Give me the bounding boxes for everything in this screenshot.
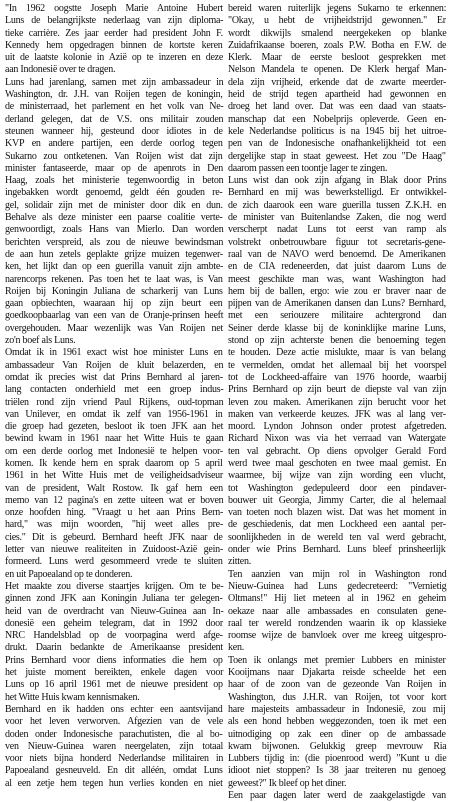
text-line: voor niets bijna honderd Nederlandse militairen in <box>5 753 224 765</box>
text-line: lang contacten onderhield met een groep indus- <box>5 384 224 396</box>
right-text-column <box>228 3 447 801</box>
text-line: Bernhard en ik hadden ons echter een aantsvijand <box>5 703 223 715</box>
text-line: werd twee maal geschoten en twee maal gemist. En <box>228 457 447 469</box>
text-line: 1961 in het Witte Huis met de veiligheidsadviseur <box>5 470 223 482</box>
text-line: te vermelden, omdat het allemaal bij het voorspel <box>228 359 447 371</box>
text-line: Washington, dus J.H.R. van Roijen, tot voor kort <box>228 691 447 703</box>
text-line: meest geschikte man was, want Washington had <box>228 273 446 285</box>
text-line: Prins Bernhard op zijn beurt de diepste val van zijn <box>228 384 447 396</box>
text-line: zo'n boef als Luns. <box>5 335 76 347</box>
text-line: memo van 12 pagina's en zette uiteen wat er boven <box>5 494 224 506</box>
text-line: gaan opbiechten, waaraan hij op zijn beurt een <box>5 298 223 310</box>
text-line: Bernhard en mij was bewerkstelligd. Er ontwikkel- <box>228 187 447 199</box>
text-line: donesië een geheim telegram, dat in 1992 door <box>5 617 223 629</box>
text-line: Kennedy hem opgedragen binnen de kortste keren <box>5 39 223 51</box>
text-line: Nieuw-Guinea had Luns gedecreteerd: "Vernietig <box>228 580 447 592</box>
text-line: van toeten noch blazen wist. Dat was het moment in <box>228 507 447 519</box>
text-line: genwoordigt, zoals Hans van Mierlo. Dan worden <box>5 224 224 236</box>
text-line: te houden. Deze actie mislukte, maar is van belang <box>228 347 446 359</box>
text-line: Behalve als deze minister een paarse coalitie verte- <box>5 212 223 224</box>
text-line: goedkoopbaarlag van een van de Oranje-prinsen heeft <box>5 310 224 322</box>
text-line: aan Indonesië over te dragen. <box>5 64 116 76</box>
text-line: Klerk. Maar de eerste besloot gesprekken met <box>228 52 446 64</box>
text-line: uitnodiging op zak een diner op de ambassade <box>228 728 446 740</box>
text-line: ambassadeur Van Roijen de kluit belazerden, en <box>5 359 224 371</box>
text-line: "In 1962 oogstte Joseph Marie Antoine Hubert <box>5 3 223 14</box>
text-line: dela zijn vrijheid, erkende dat de zwarte meerder- <box>228 76 447 88</box>
text-line: hem bij de ballen, ergo: wie zou er braver naar de <box>228 285 446 297</box>
text-line: bereid waren ruiterlijk jegens Sukarno te erkennen: <box>228 3 447 14</box>
text-line: verscherpt nadat Luns tot eerst van ramp als <box>228 224 447 236</box>
text-line: het juiste moment bereikten, enkele dagen voor <box>5 667 224 679</box>
text-line: Toen ik onlangs met premier Lubbers en minister <box>228 654 446 666</box>
text-line: idioot niet stoppen? Is 38 jaar treiteren nu genoeg <box>228 765 446 777</box>
text-line: triëlen rond zijn vriend Paul Rijkens, oud-topman <box>5 396 224 408</box>
text-line: letter van nieuwe realiteiten in Zuidoost-Azië gein- <box>5 544 223 556</box>
text-line: de aan hun zetels geplakte grijze muizen tegenwer- <box>5 248 223 260</box>
text-line: oekaze naar alle ambassades en consulaten gene- <box>228 605 447 617</box>
text-line: Kooijmans naar Djakarta reisde scheelde het een <box>228 667 447 679</box>
text-line: ken. <box>228 642 244 654</box>
text-line: Richard Nixon was via het verraad van Watergate <box>228 433 446 445</box>
text-line: Roijen bij Koningin Juliana de scharkerij van Luns <box>5 285 223 297</box>
text-line: Washington, dr. J.H. van Roijen tegen de koningin, <box>5 89 223 101</box>
text-line: volstrekt onbetrouwbare figuur tot secretaris-gene- <box>228 236 446 248</box>
text-line: van Unilever, en omdat ik zelf van 1956-1961 in <box>5 408 223 420</box>
text-line: Luns wist dan ook zijn afgang in Blak door Prins <box>228 175 447 187</box>
text-line: pen van de Indonesische onafhankelijkheid tot een <box>228 138 446 150</box>
text-line: voor het leven verworven. Afgezien van de vele <box>5 716 224 728</box>
text-line: steunen wanneer hij, gesteund door idiotes in de <box>5 125 223 137</box>
text-line: kwam bijwonen. Gelukkig greep mevrouw Ria <box>228 740 447 752</box>
text-line: Oltmans!" Hij liet meteen al in 1962 en geheim <box>228 593 447 605</box>
text-line: Sukarno zou ontketenen. Van Roijen wist dat zijn <box>5 150 223 162</box>
text-line: Omdat ik in 1961 exact wist hoe minister Luns en <box>5 347 223 359</box>
text-line: onder wie Prins Bernhard. Luns bleef prinsheerlijk <box>228 544 446 556</box>
text-line: met een seriouzere militaire achtergrond dan <box>228 310 447 322</box>
text-line: raal van de NAVO werd benoemd. De Amerikanen <box>228 248 446 260</box>
text-line: bouwer uit Georgia, Jimmy Carter, die al helemaal <box>228 494 447 506</box>
text-line: heid de strijd tegen apartheid had gewonnen en <box>228 89 447 101</box>
text-line: waarmee, bij wijze van zijn wording een vlucht, <box>228 470 446 482</box>
left-text-column <box>5 3 224 789</box>
text-line: zitten. <box>228 556 251 568</box>
text-line: Haag, zoals het ministerie tegenwoordig in beton <box>5 175 224 187</box>
text-line: het Witte Huis kwam kennismaken. <box>5 691 140 703</box>
text-line: kele Nederlandse politicus is na 1945 bij het uitroe- <box>228 125 447 137</box>
text-line: raal ter wereld rondzenden waarin ik op klassieke <box>228 617 447 629</box>
text-line: haar of de zoon van de gezeonde Van Roijen in <box>228 679 447 691</box>
text-line: Het maakte zou diverse staartjes krijgen. Om te be- <box>5 580 224 592</box>
text-line: daarom passen een toontje lager te zingen. <box>228 162 388 174</box>
text-line: Seiner derde klasse bij de koninklijke marine Luns, <box>228 322 446 334</box>
text-line: komen. Ik kende hem en sprak daarom op 5 april <box>5 457 223 469</box>
text-line: ten val gebracht. Op diens opvolger Gerald Ford <box>228 445 447 457</box>
text-line: "Okay, u hebt de vrijheidstrijd gewonnen." Er <box>228 15 446 27</box>
text-line: ginnen zond JFK aan Koningin Juliana ter gelegen- <box>5 593 223 605</box>
text-line: Luns had jarenlang, samen met zijn ambassadeur in <box>5 76 224 88</box>
text-line: leven zou maken. Amerikanen zijn berucht voor het <box>228 396 446 408</box>
text-line: als een hond hebben weggezonden, toen ik met een <box>228 716 447 728</box>
text-line: minister fantaseerde, maar op de apenrots in Den <box>5 162 224 174</box>
text-line: en uit Papoealand op te donderen. <box>5 568 133 580</box>
text-line: doden onder Indonesische parachutisten, die al bo- <box>5 728 223 740</box>
text-line: NRC Handelsblad op de voorpagina werd afge- <box>5 630 223 642</box>
text-line: derland gelegen, dat de V.S. ons militair zouden <box>5 113 224 125</box>
text-line: Luns de belangrijkste nederlaag van zijn diploma- <box>5 15 224 27</box>
text-line: pijpen van de Amerikanen dansen dan Luns? Bernhard, <box>228 298 446 310</box>
text-line: Een paar dagen later werd de zaakgelastigde van <box>228 790 446 801</box>
text-line: narencorps rekenen. Pas toen het te laat was, is Van <box>5 273 223 285</box>
text-line: Nelson Mandela te openen. De Klerk hergaf Man- <box>228 64 447 76</box>
text-line: Zuidafrikaanse boeren, zoals P.W. Botha en F.W. de <box>228 39 447 51</box>
text-line: de geschiedenis, dat men Lockheed een aantal per- <box>228 519 446 531</box>
text-line: Prins Bernhard voor diens informaties die hem op <box>5 654 223 666</box>
text-line: tieke carrière. Zes jaar eerder had president John F. <box>5 27 223 39</box>
text-line: de ministerraad, het parlement en het volk van Ne- <box>5 101 224 113</box>
text-line: berichten verspreid, als zou de nieuwe bewindsman <box>5 236 224 248</box>
text-line: heid van de overdracht van Nieuw-Guinea aan In- <box>5 605 224 617</box>
text-line: de minister van Buitenlandse Zaken, die nog werd <box>228 212 447 224</box>
text-line: bewind kwam in 1961 naar het Witte Huis te gaan <box>5 433 224 445</box>
text-line: gel, solidair zijn met de minister door dik en dun. <box>5 199 223 211</box>
text-line: moord. Lyndon Johnson onder protest afgetreden. <box>228 421 447 433</box>
text-line: stond op zijn achterste benen die benoeming tegen <box>228 335 446 347</box>
text-line: omdat ik precies wist dat Prins Bernhard al jaren- <box>5 371 223 383</box>
text-line: Luns op 16 april 1961 met de nieuwe president op <box>5 679 223 691</box>
text-line: geweest?" Ik bleef op het diner. <box>228 777 347 789</box>
text-line: KVP en andere partijen, een derde oorlog tegen <box>5 138 223 150</box>
text-line: al een zetje hem tegen hun verlies konden en niet <box>5 777 223 789</box>
text-line: tot Washington gedepuleerd door een pindaver- <box>228 482 447 494</box>
text-line: manschap dat een Nobelprijs opleverde. Geen en- <box>228 113 447 125</box>
text-line: hard," was mijn woorden, "hij weet alles pre- <box>5 519 223 531</box>
text-line: de zich daarook een ware guerilla tussen Z.K.H. en <box>228 199 447 211</box>
text-line: droeg het land over. Dat was een daad van staats- <box>228 101 446 113</box>
text-line: roomse wijze de banvloek over me kreeg uitgespro- <box>228 630 447 642</box>
text-line: formeerd. Luns werd gesommeerd vrede te sluiten <box>5 556 223 568</box>
text-line: cies." Dit is gebeurd. Bernhard heeft JFK naar de <box>5 531 223 543</box>
text-line: dergelijke stap in staat geweest. Het zou "De Haag" <box>228 150 446 162</box>
text-line: uit de laatste kolonie in Azië op te inzeren en deze <box>5 52 224 64</box>
text-line: ven Nieuw-Guinea waren neergelaten, zijn totaal <box>5 740 224 752</box>
text-line: tot de Lockheed-affaire van 1976 hoorde, waarbij <box>228 371 447 383</box>
text-line: Papoealand gesneuveld. En dit alléén, omdat Luns <box>5 765 223 777</box>
text-line: en de CIA redeneerden, dat juist daarom Luns de <box>228 261 447 273</box>
text-line: soonlijkheden in de wereld ten val werd gebracht, <box>228 531 447 543</box>
text-line: Ten aanzien van mijn rol in Washington rond <box>228 568 447 580</box>
text-line: ingebakken wordt genoemd, geldt één gouden re- <box>5 187 223 199</box>
text-line: maken van verkeerde keuzes. JFK was al lang ver- <box>228 408 446 420</box>
text-line: die groep had gezeten, besloot ik toen JFK aan het <box>5 421 224 433</box>
text-line: hare majesteits ambassadeur in Indonesië, zou mij <box>228 703 446 715</box>
text-line: Lubbers tijdig in: (die pioenrood werd) "Kunt u die <box>228 753 447 765</box>
text-line: van de president, Walt Rostow. Ik gaf hem een <box>5 482 223 494</box>
text-line: wordt dikwijls smalend neergekeken op blanke <box>228 27 447 39</box>
text-line: ken, het lijkt dan op een guerilla vanuit zijn ambte- <box>5 261 224 273</box>
text-line: onze hoofden hing. "Vraagt u het aan Prins Bern- <box>5 507 224 519</box>
text-line: drukt. Daarin bedankte de Amerikaanse president <box>5 642 223 654</box>
text-line: om een derde oorlog met Indonesië te helpen voor- <box>5 445 223 457</box>
text-line: overgehouden. Maar wezenlijk was Van Roijen net <box>5 322 223 334</box>
